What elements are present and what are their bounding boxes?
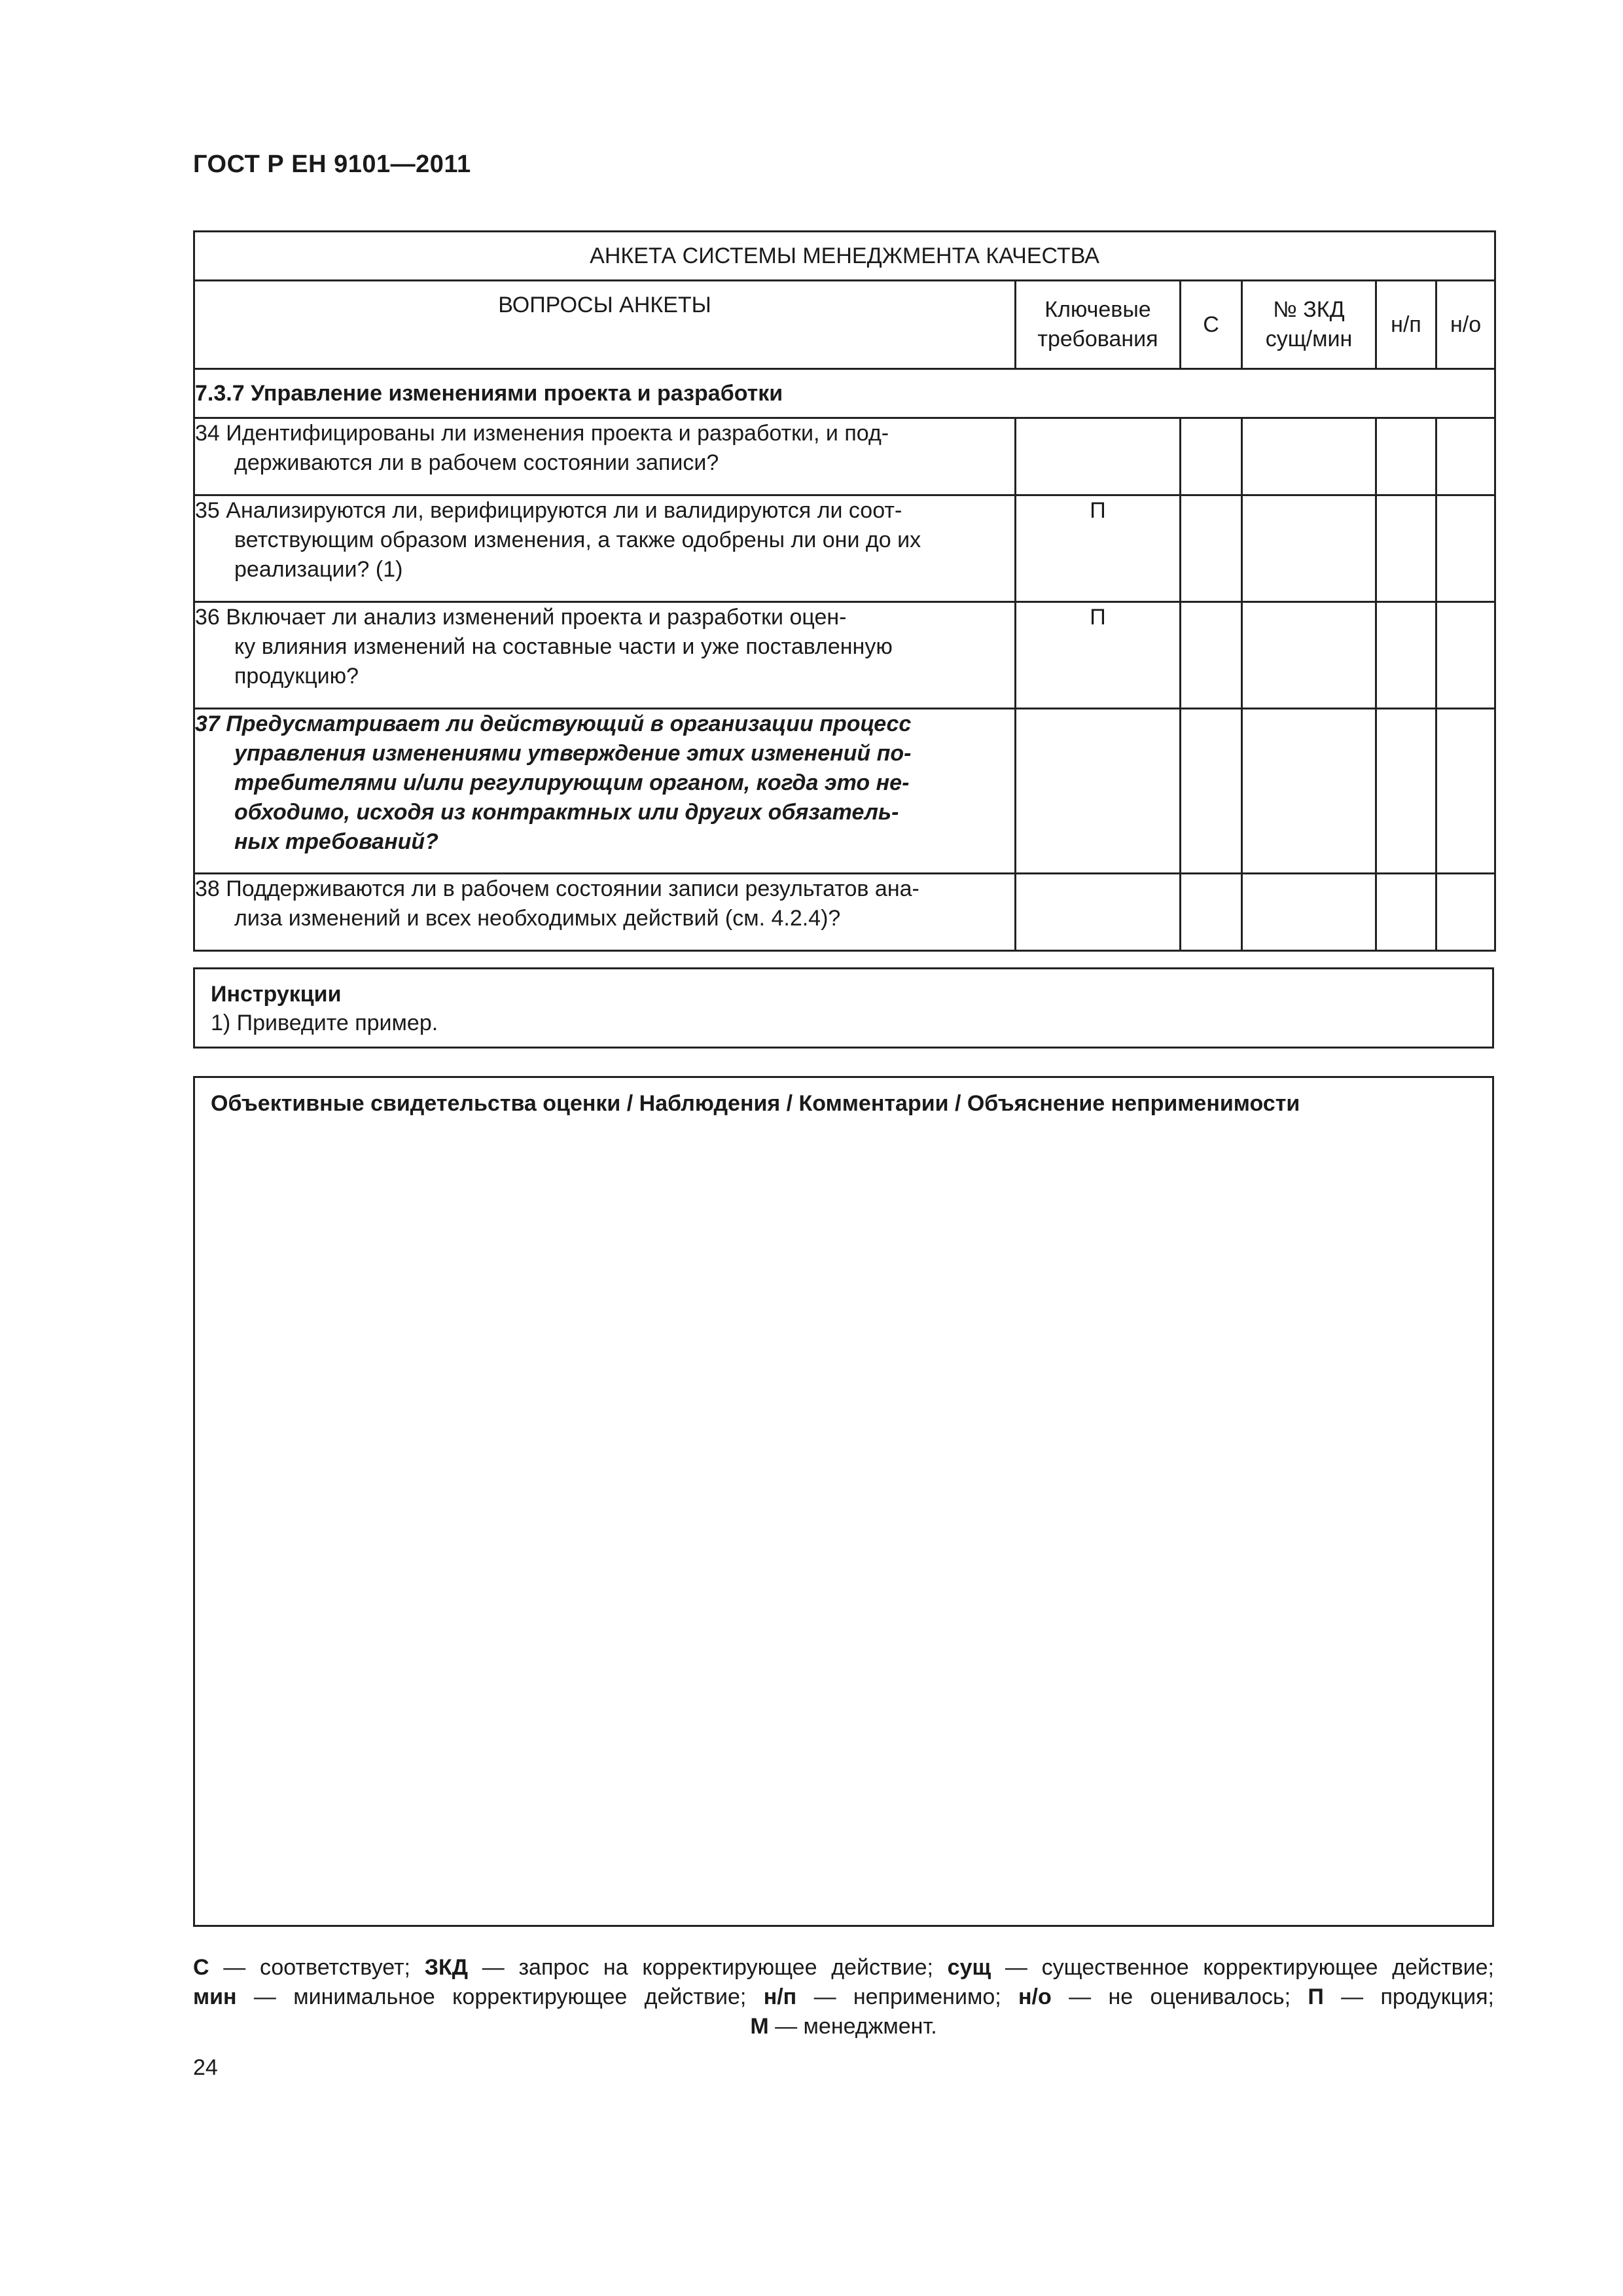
- evidence-box[interactable]: [193, 1076, 1494, 1927]
- question-line: обходимо, исходя из контрактных или других обязатель-: [234, 800, 899, 825]
- legend-abbr: С: [193, 1955, 209, 1980]
- no-cell[interactable]: [1436, 495, 1495, 602]
- key-requirement-cell[interactable]: [1016, 709, 1181, 874]
- zkd-header-line-2: сущ/мин: [1265, 327, 1353, 351]
- section-title: 7.3.7 Управление изменениями проекта и разработки: [194, 369, 1495, 418]
- legend: [193, 1953, 1494, 2041]
- legend-line-3: [193, 2012, 1494, 2041]
- question-38: [194, 874, 1016, 951]
- key-requirement-cell[interactable]: [1016, 874, 1181, 951]
- c-cell[interactable]: [1181, 418, 1242, 495]
- c-cell[interactable]: [1181, 495, 1242, 602]
- table-row: [194, 709, 1495, 874]
- zkd-cell[interactable]: [1242, 709, 1376, 874]
- column-header-key-requirements: [1016, 281, 1181, 369]
- legend-line-1: [193, 1953, 1494, 1982]
- column-header-c: С: [1181, 281, 1242, 369]
- question-line: продукцию?: [234, 664, 359, 689]
- legend-abbr: мин: [193, 1984, 237, 2009]
- legend-def: — не оценивалось;: [1051, 1984, 1308, 2009]
- legend-abbr: М: [750, 2014, 769, 2039]
- question-37: [194, 709, 1016, 874]
- instructions-title: Инструкции: [211, 982, 342, 1007]
- table-header-row: [194, 281, 1495, 369]
- legend-abbr: н/п: [763, 1984, 797, 2009]
- legend-def: — минимальное корректирующее действие;: [236, 1984, 764, 2009]
- page-number: 24: [193, 2055, 218, 2080]
- question-line: 37 Предусматривает ли действующий в организации процесс: [195, 711, 912, 736]
- question-line: ку влияния изменений на составные части и уже поставленную: [234, 634, 893, 659]
- question-34: [194, 418, 1016, 495]
- question-35: [194, 495, 1016, 602]
- zkd-cell[interactable]: [1242, 495, 1376, 602]
- zkd-cell[interactable]: [1242, 602, 1376, 709]
- question-line: 35 Анализируются ли, верифицируются ли и валидируются ли соот-: [195, 498, 902, 523]
- key-requirement-cell[interactable]: П: [1016, 602, 1181, 709]
- column-header-no: н/о: [1436, 281, 1495, 369]
- instructions-item: 1) Приведите пример.: [211, 1011, 438, 1035]
- legend-abbr: П: [1308, 1984, 1324, 2009]
- c-cell[interactable]: [1181, 874, 1242, 951]
- evidence-title: Объективные свидетельства оценки / Наблюдения / Комментарии / Объяснение неприменимости: [211, 1091, 1300, 1116]
- no-cell[interactable]: [1436, 709, 1495, 874]
- legend-abbr: сущ: [947, 1955, 991, 1980]
- column-header-zkd: [1242, 281, 1376, 369]
- zkd-cell[interactable]: [1242, 874, 1376, 951]
- question-36: [194, 602, 1016, 709]
- table-row: [194, 602, 1495, 709]
- zkd-header-line-1: № ЗКД: [1273, 297, 1345, 322]
- legend-def: — продукция;: [1323, 1984, 1494, 2009]
- questionnaire-table: [193, 230, 1496, 952]
- table-row: [194, 418, 1495, 495]
- question-line: 38 Поддерживаются ли в рабочем состоянии записи результатов ана-: [195, 876, 919, 901]
- legend-def: — существенное корректирующее действие;: [991, 1955, 1495, 1980]
- legend-def: — соответствует;: [209, 1955, 425, 1980]
- question-line: держиваются ли в рабочем состоянии записи?: [234, 450, 719, 475]
- np-cell[interactable]: [1376, 495, 1436, 602]
- np-cell[interactable]: [1376, 709, 1436, 874]
- legend-def: — запрос на корректирующее действие;: [468, 1955, 948, 1980]
- legend-def: — неприменимо;: [796, 1984, 1019, 2009]
- legend-line-2: [193, 1982, 1494, 2012]
- question-line: управления изменениями утверждение этих изменений по-: [234, 741, 912, 766]
- no-cell[interactable]: [1436, 874, 1495, 951]
- legend-abbr: н/о: [1018, 1984, 1052, 2009]
- document-header: ГОСТ Р ЕН 9101—2011: [193, 151, 471, 178]
- column-header-np: н/п: [1376, 281, 1436, 369]
- question-line: ных требований?: [234, 829, 438, 854]
- column-header-questions: ВОПРОСЫ АНКЕТЫ: [194, 281, 1016, 369]
- question-line: 36 Включает ли анализ изменений проекта и разработки оцен-: [195, 605, 847, 630]
- question-line: реализации? (1): [234, 557, 403, 582]
- np-cell[interactable]: [1376, 874, 1436, 951]
- key-requirement-cell[interactable]: [1016, 418, 1181, 495]
- legend-def: — менеджмент.: [768, 2014, 937, 2039]
- question-line: требителями и/или регулирующим органом, когда это не-: [234, 770, 910, 795]
- no-cell[interactable]: [1436, 418, 1495, 495]
- np-cell[interactable]: [1376, 602, 1436, 709]
- question-line: лиза изменений и всех необходимых действий (см. 4.2.4)?: [234, 906, 841, 931]
- table-title: АНКЕТА СИСТЕМЫ МЕНЕДЖМЕНТА КАЧЕСТВА: [194, 232, 1495, 281]
- key-header-line-1: Ключевые: [1044, 297, 1151, 322]
- np-cell[interactable]: [1376, 418, 1436, 495]
- question-line: 34 Идентифицированы ли изменения проекта и разработки, и под-: [195, 421, 889, 446]
- key-header-line-2: требования: [1037, 327, 1158, 351]
- table-row: [194, 495, 1495, 602]
- instructions-box: [193, 967, 1494, 1049]
- key-requirement-cell[interactable]: П: [1016, 495, 1181, 602]
- c-cell[interactable]: [1181, 709, 1242, 874]
- zkd-cell[interactable]: [1242, 418, 1376, 495]
- legend-abbr: ЗКД: [424, 1955, 469, 1980]
- question-line: ветствующим образом изменения, а также одобрены ли они до их: [234, 528, 921, 552]
- c-cell[interactable]: [1181, 602, 1242, 709]
- table-row: [194, 874, 1495, 951]
- no-cell[interactable]: [1436, 602, 1495, 709]
